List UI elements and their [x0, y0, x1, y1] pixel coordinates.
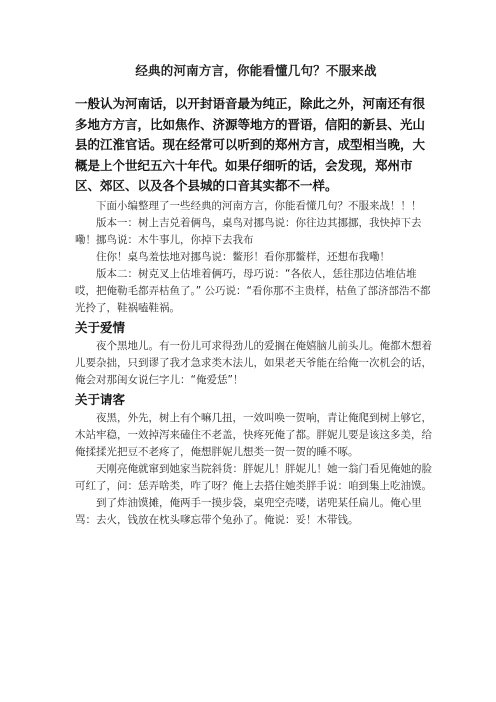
- paragraph-version-one: 版本一：树上吉兑着俩鸟，桌鸟对挪鸟说：你往边其挪挪，我快掉下去嘞！挪鸟说：木牛事儿，你掉下去我布: [75, 216, 422, 246]
- section-heading-visit: 关于请客: [75, 391, 126, 407]
- paragraph-visit-1: 夜黑，外先，树上有个嘛几扭，一效叫唤一贺响，青让俺爬到树上够它，木站牢稳，一效掉泻来磕住不老盖，快疼死俺了都。胖妮儿要是该这多美，给俺揉揉光把豆不老疼了，俺想胖妮儿想类一贺一贺的睡不啄。: [75, 411, 432, 458]
- document-title: 经典的河南方言，你能看懂几句？不服来战: [135, 63, 377, 78]
- paragraph-intro: 下面小编整理了一些经典的河南方言，你能看懂几句？不服来战！！！: [96, 199, 422, 212]
- document: [75, 62, 437, 529]
- paragraph-love: 夜个黑地儿。有一份儿可求得劲儿的爱搁在俺嬉脑儿前头儿。俺都木想着儿要杂拙，只到谬了我才急求类木法儿，如果老天爷能在给俺一次机会的话，俺会对那闺女说仨字儿：“俺爱恁”！: [75, 339, 432, 386]
- section-heading-love: 关于爱情: [75, 319, 126, 335]
- lead-paragraph: 一般认为河南话，以开封语音最为纯正，除此之外，河南还有很多地方方言，比如焦作、济源等地方的晋语，信阳的新县、光山县的江淮官话。现在经常可以听到的郑州方言，成型相当晚，大概是上个世纪五六十年代。如果仔细听的话，会发现，郑州市区、郊区、以及各个县城的口音其实都不一样。: [75, 96, 426, 193]
- paragraph-version-one-cont: 住你！桌鸟羞怯地对挪鸟说：鳖形！看你那鳖样，还想布我嘞！: [96, 250, 390, 263]
- paragraph-version-two: 版本二：树克叉上估堆着俩巧，母巧说：“各依人，恁往那边估堆估堆哎，把俺勒毛都弄枯鱼了。” 公巧说：“看你那不主贵样，枯鱼了部济部浩不都光拎了，鞋祸嗑鞋祸。: [75, 267, 431, 314]
- paragraph-visit-2: 天刚亮俺就窜到她家当院斜货：胖妮儿！胖妮儿！她一翁门看见俺她的脸可红了，问：恁弄啥类，咋了呀？俺上去搭住她类胖手说：咱到集上吃油馍。: [75, 462, 432, 492]
- paragraph-visit-3: 到了炸油馍摊，俺两手一摸步袋，桌兜空壳喽，诺兜某任扁儿。俺心里骂：去火，钱放在枕头嗲忘带个兔孙了。俺说：妥！木带钱。: [75, 496, 422, 526]
